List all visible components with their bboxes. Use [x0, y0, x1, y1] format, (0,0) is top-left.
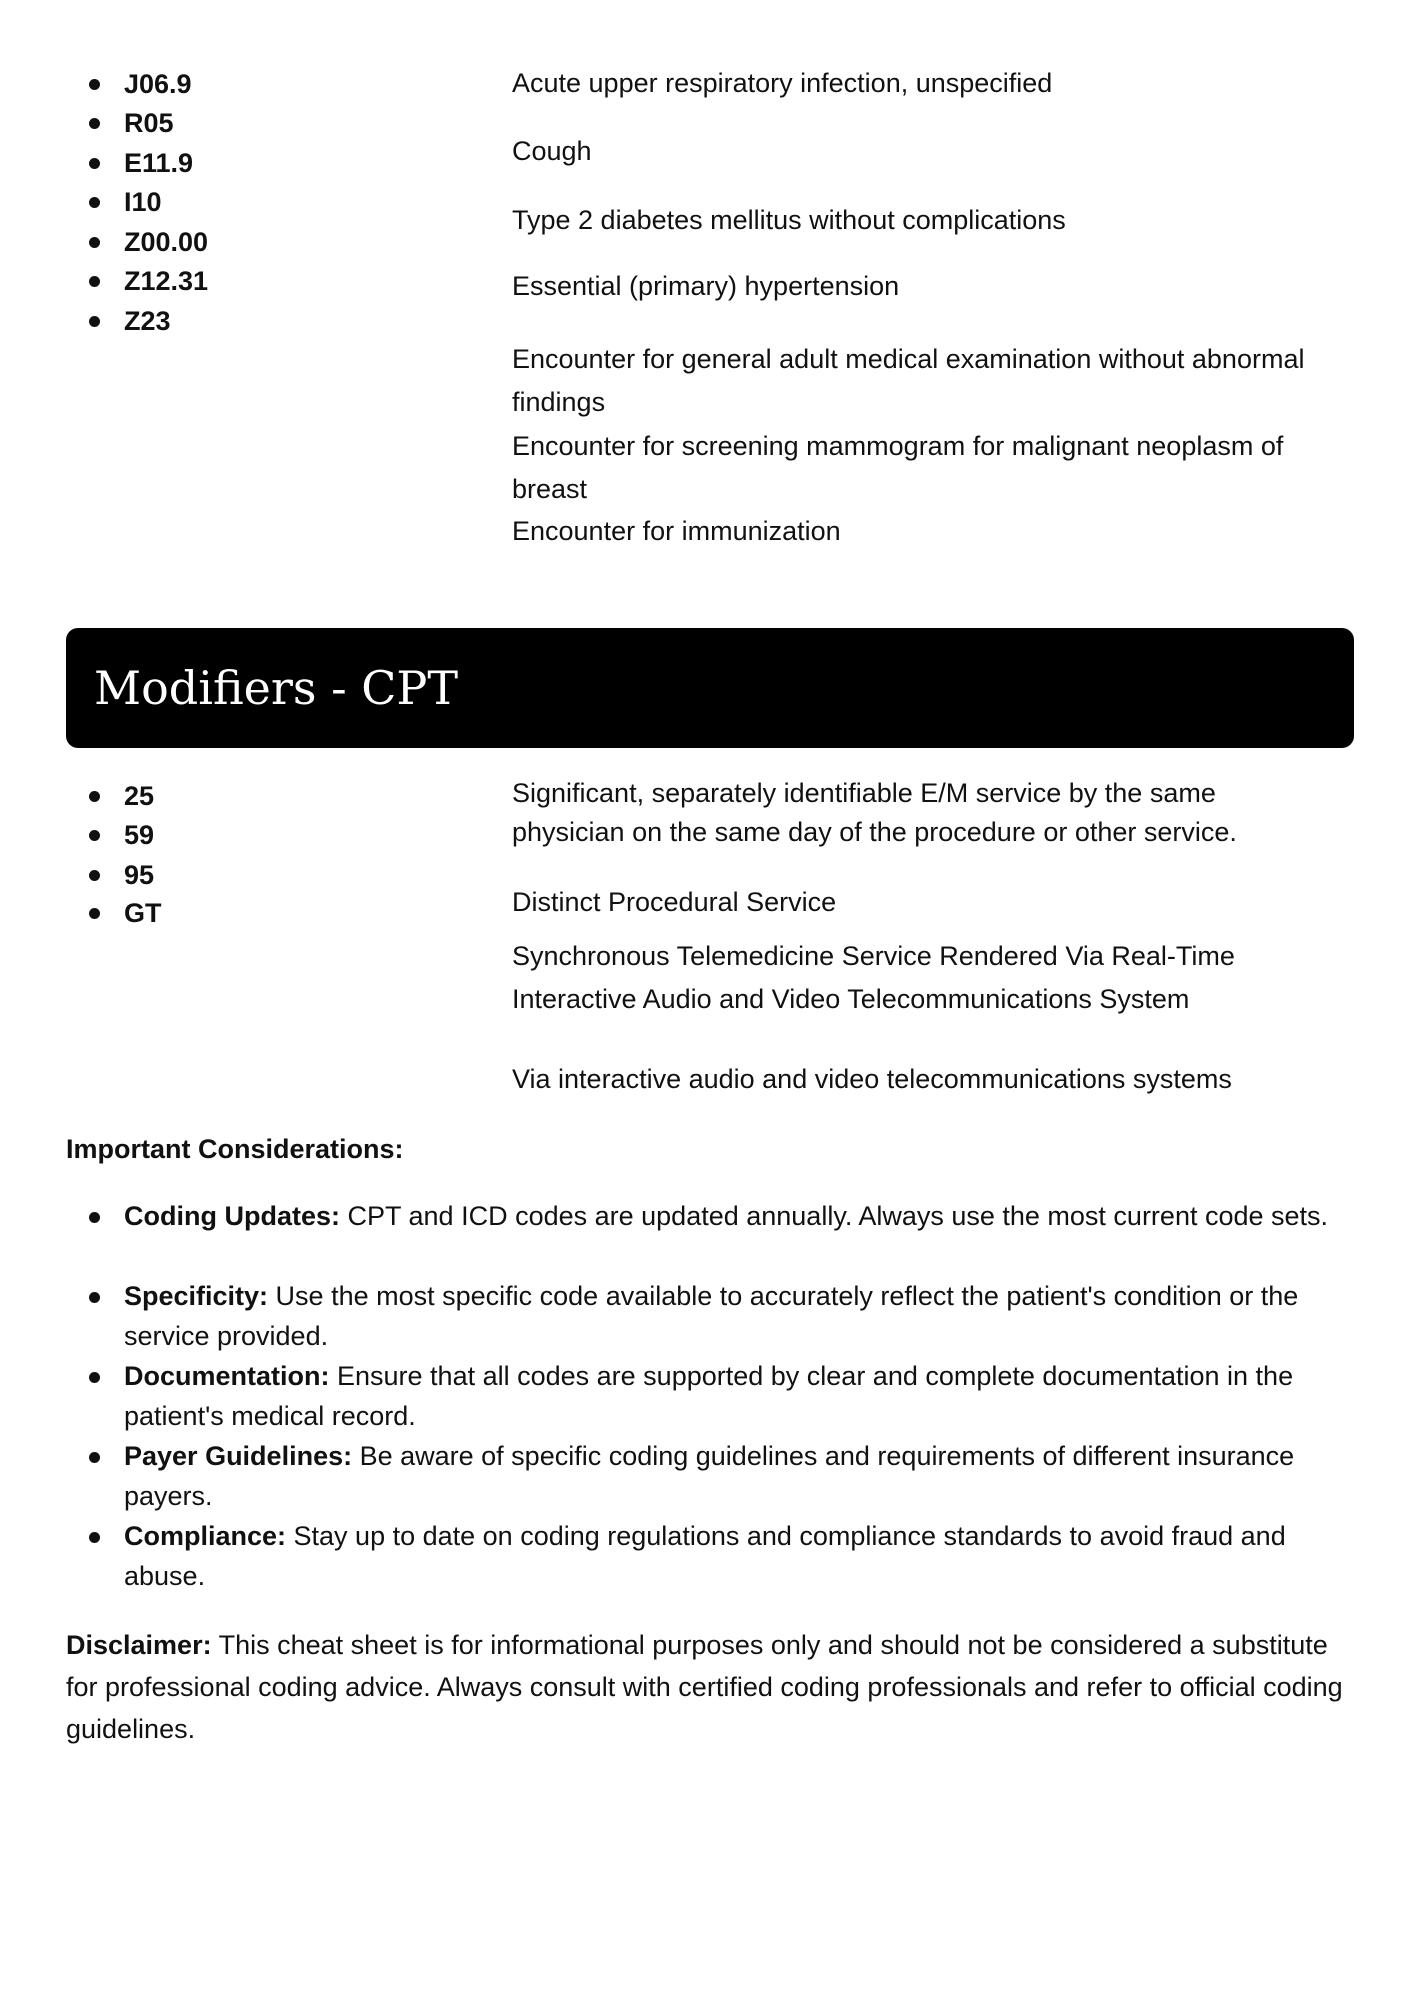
icd-code: Z00.00 — [124, 227, 209, 257]
icd-code: R05 — [124, 108, 174, 138]
icd-description: Acute upper respiratory infection, unspecified — [512, 68, 1053, 98]
icd-description: Type 2 diabetes mellitus without complications — [512, 205, 1066, 235]
consideration-item — [124, 1436, 1354, 1516]
considerations-heading: Important Considerations: — [66, 1134, 404, 1164]
modifier-description: Significant, separately identifiable E/M service by the same physician on the same day of the procedure or other service. — [512, 778, 1237, 847]
modifier-description: Via interactive audio and video telecommunications systems — [512, 1064, 1232, 1094]
bullet-icon — [89, 870, 100, 881]
bullet-icon — [89, 1292, 100, 1303]
consideration-label: Specificity: — [124, 1281, 269, 1311]
icd-code: J06.9 — [124, 69, 192, 99]
consideration-label: Documentation: — [124, 1361, 330, 1391]
icd-description: Cough — [512, 136, 592, 166]
consideration-label: Coding Updates: — [124, 1201, 340, 1231]
modifier-code: GT — [124, 898, 162, 928]
section-banner — [66, 628, 1354, 748]
icd-code: Z23 — [124, 306, 171, 336]
consideration-text: Use the most specific code available to accurately reflect the patient's condition or the service provided. — [124, 1281, 1299, 1351]
disclaimer — [66, 1624, 1366, 1750]
consideration-text: Ensure that all codes are supported by clear and complete documentation in the patient's medical record. — [124, 1361, 1294, 1431]
bullet-icon — [89, 118, 100, 129]
bullet-icon — [89, 1452, 100, 1463]
modifier-code: 25 — [124, 781, 155, 811]
modifier-code: 95 — [124, 860, 155, 890]
consideration-text: Be aware of specific coding guidelines and requirements of different insurance payers. — [124, 1441, 1295, 1511]
consideration-item — [124, 1356, 1354, 1436]
disclaimer-text: This cheat sheet is for informational purposes only and should not be considered a substitute for professional coding advice. Always consult with certified coding professionals and refer to official coding guidelines. — [66, 1630, 1343, 1744]
consideration-item — [124, 1516, 1354, 1596]
disclaimer-label: Disclaimer: — [66, 1630, 212, 1660]
consideration-item — [124, 1196, 1354, 1236]
bullet-icon — [89, 1372, 100, 1383]
icd-description: Encounter for immunization — [512, 516, 841, 546]
icd-description: Essential (primary) hypertension — [512, 271, 900, 301]
consideration-label: Compliance: — [124, 1521, 287, 1551]
consideration-text: CPT and ICD codes are updated annually. Always use the most current code sets. — [340, 1201, 1329, 1231]
bullet-icon — [89, 1532, 100, 1543]
modifier-description: Synchronous Telemedicine Service Rendered Via Real-Time Interactive Audio and Video Telecommunications System — [512, 941, 1235, 1014]
icd-description: Encounter for screening mammogram for malignant neoplasm of breast — [512, 431, 1284, 504]
consideration-text: Stay up to date on coding regulations and compliance standards to avoid fraud and abuse. — [124, 1521, 1286, 1591]
bullet-icon — [89, 830, 100, 841]
icd-code: Z12.31 — [124, 266, 209, 296]
bullet-icon — [89, 1212, 100, 1223]
consideration-item — [124, 1276, 1354, 1356]
section-title: Modifiers - CPT — [94, 661, 459, 715]
icd-code: E11.9 — [124, 148, 194, 178]
bullet-icon — [89, 276, 100, 287]
icd-description: Encounter for general adult medical examination without abnormal findings — [512, 344, 1305, 417]
bullet-icon — [89, 791, 100, 802]
bullet-icon — [89, 79, 100, 90]
bullet-icon — [89, 237, 100, 248]
consideration-label: Payer Guidelines: — [124, 1441, 353, 1471]
bullet-icon — [89, 908, 100, 919]
bullet-icon — [89, 158, 100, 169]
modifier-description: Distinct Procedural Service — [512, 887, 837, 917]
icd-code: I10 — [124, 187, 162, 217]
bullet-icon — [89, 197, 100, 208]
bullet-icon — [89, 316, 100, 327]
modifier-code: 59 — [124, 820, 155, 850]
